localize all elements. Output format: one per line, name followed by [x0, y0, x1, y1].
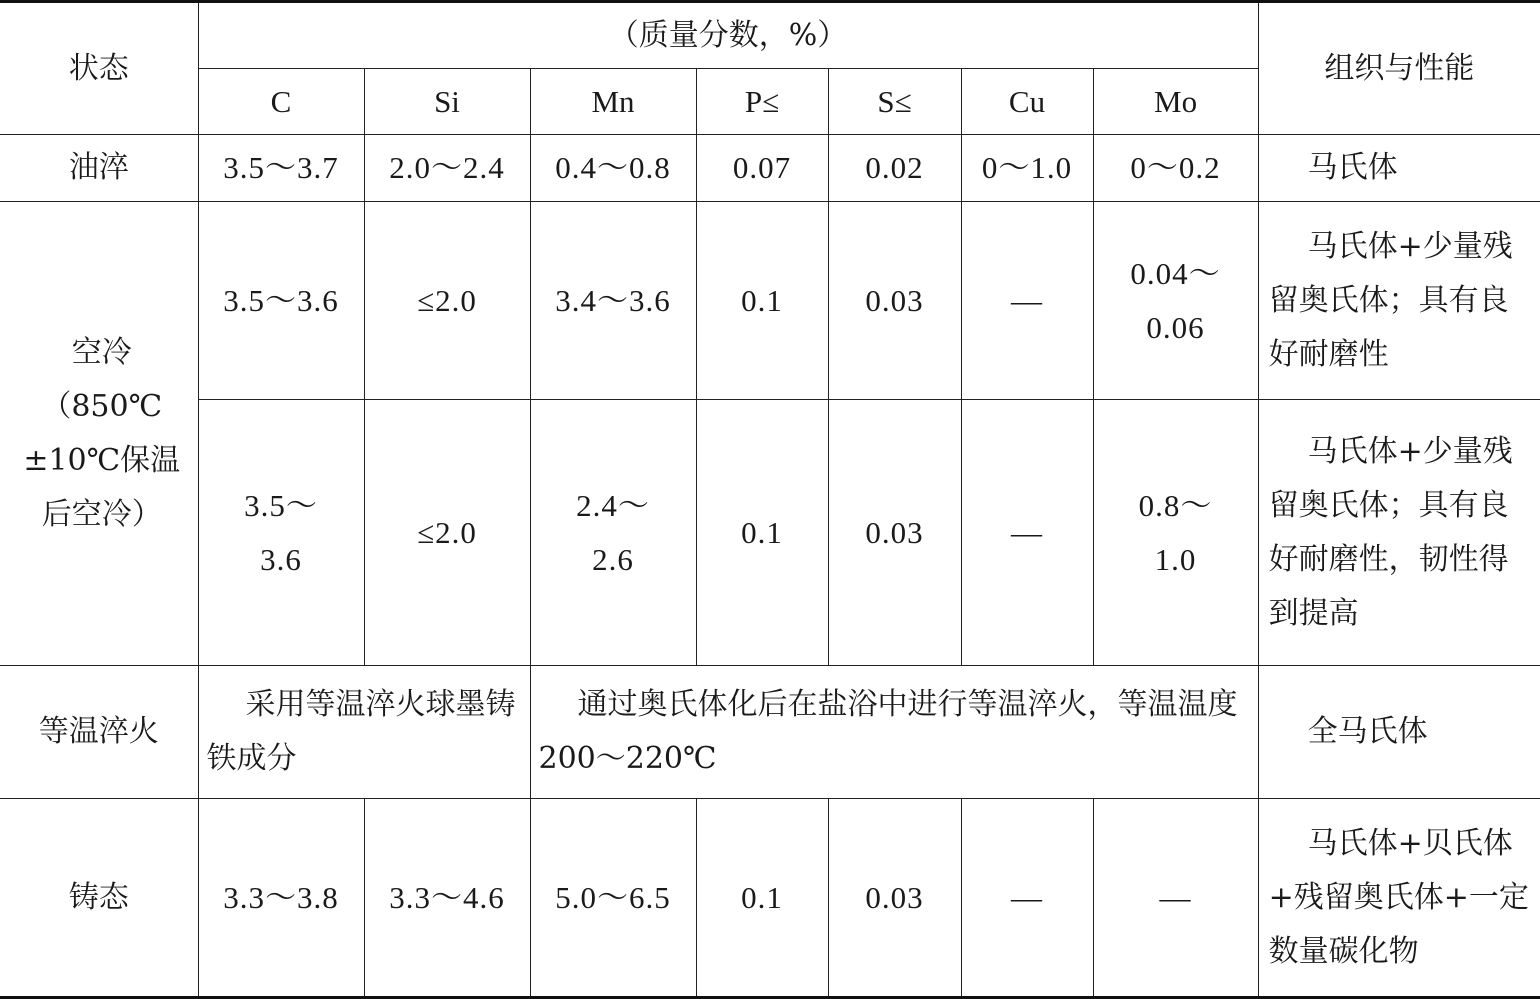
header-element-c: C	[198, 69, 364, 135]
table-row-isothermal	[0, 666, 1540, 799]
value-mo: —	[1093, 799, 1258, 998]
value-s: 0.03	[828, 400, 961, 666]
value-mo: 0.04～0.06	[1093, 202, 1258, 400]
value-p: 0.1	[696, 799, 828, 998]
header-element-s: S≤	[828, 69, 961, 135]
header-element-p: P≤	[696, 69, 828, 135]
value-mn: 5.0～6.5	[530, 799, 696, 998]
header-properties: 组织与性能	[1258, 2, 1540, 135]
value-cu: —	[961, 799, 1093, 998]
value-c: 3.5～3.6	[198, 400, 364, 666]
value-p: 0.1	[696, 400, 828, 666]
value-c: 3.3～3.8	[198, 799, 364, 998]
value-cu: —	[961, 202, 1093, 400]
state-cell: 铸态	[0, 799, 198, 998]
header-element-mn: Mn	[530, 69, 696, 135]
state-cell-air-cool: 空冷（850℃±10℃保温后空冷）	[0, 202, 198, 666]
value-s: 0.03	[828, 799, 961, 998]
header-state: 状态	[0, 2, 198, 135]
properties-cell: 马氏体+贝氏体+残留奥氏体+一定数量碳化物	[1258, 799, 1540, 998]
value-mo: 0.8～1.0	[1093, 400, 1258, 666]
table-row-air-cool-1	[0, 202, 1540, 400]
properties-cell: 马氏体+少量残留奥氏体；具有良好耐磨性	[1258, 202, 1540, 400]
value-cu: —	[961, 400, 1093, 666]
properties-cell: 全马氏体	[1258, 666, 1540, 799]
value-s: 0.02	[828, 135, 961, 202]
table-row-air-cool-2	[0, 400, 1540, 666]
value-cu: 0～1.0	[961, 135, 1093, 202]
header-element-mo: Mo	[1093, 69, 1258, 135]
value-si: 3.3～4.6	[364, 799, 530, 998]
properties-cell: 马氏体+少量残留奥氏体；具有良好耐磨性，韧性得到提高	[1258, 400, 1540, 666]
properties-cell: 马氏体	[1258, 135, 1540, 202]
value-mo: 0～0.2	[1093, 135, 1258, 202]
value-c: 3.5～3.6	[198, 202, 364, 400]
table-row-oil-quench	[0, 135, 1540, 202]
table-row-cast	[0, 799, 1540, 998]
value-mn: 2.4～2.6	[530, 400, 696, 666]
value-s: 0.03	[828, 202, 961, 400]
value-mn: 3.4～3.6	[530, 202, 696, 400]
value-p: 0.1	[696, 202, 828, 400]
composition-note: 采用等温淬火球墨铸铁成分	[198, 666, 530, 799]
value-si: ≤2.0	[364, 202, 530, 400]
state-cell: 油淬	[0, 135, 198, 202]
value-c: 3.5～3.7	[198, 135, 364, 202]
value-mn: 0.4～0.8	[530, 135, 696, 202]
header-element-si: Si	[364, 69, 530, 135]
state-cell: 等温淬火	[0, 666, 198, 799]
header-composition-group: （质量分数，%）	[198, 2, 1258, 69]
value-si: ≤2.0	[364, 400, 530, 666]
header-element-cu: Cu	[961, 69, 1093, 135]
value-p: 0.07	[696, 135, 828, 202]
process-note: 通过奥氏体化后在盐浴中进行等温淬火，等温温度200～220℃	[530, 666, 1258, 799]
value-si: 2.0～2.4	[364, 135, 530, 202]
header-row-1	[0, 2, 1540, 69]
